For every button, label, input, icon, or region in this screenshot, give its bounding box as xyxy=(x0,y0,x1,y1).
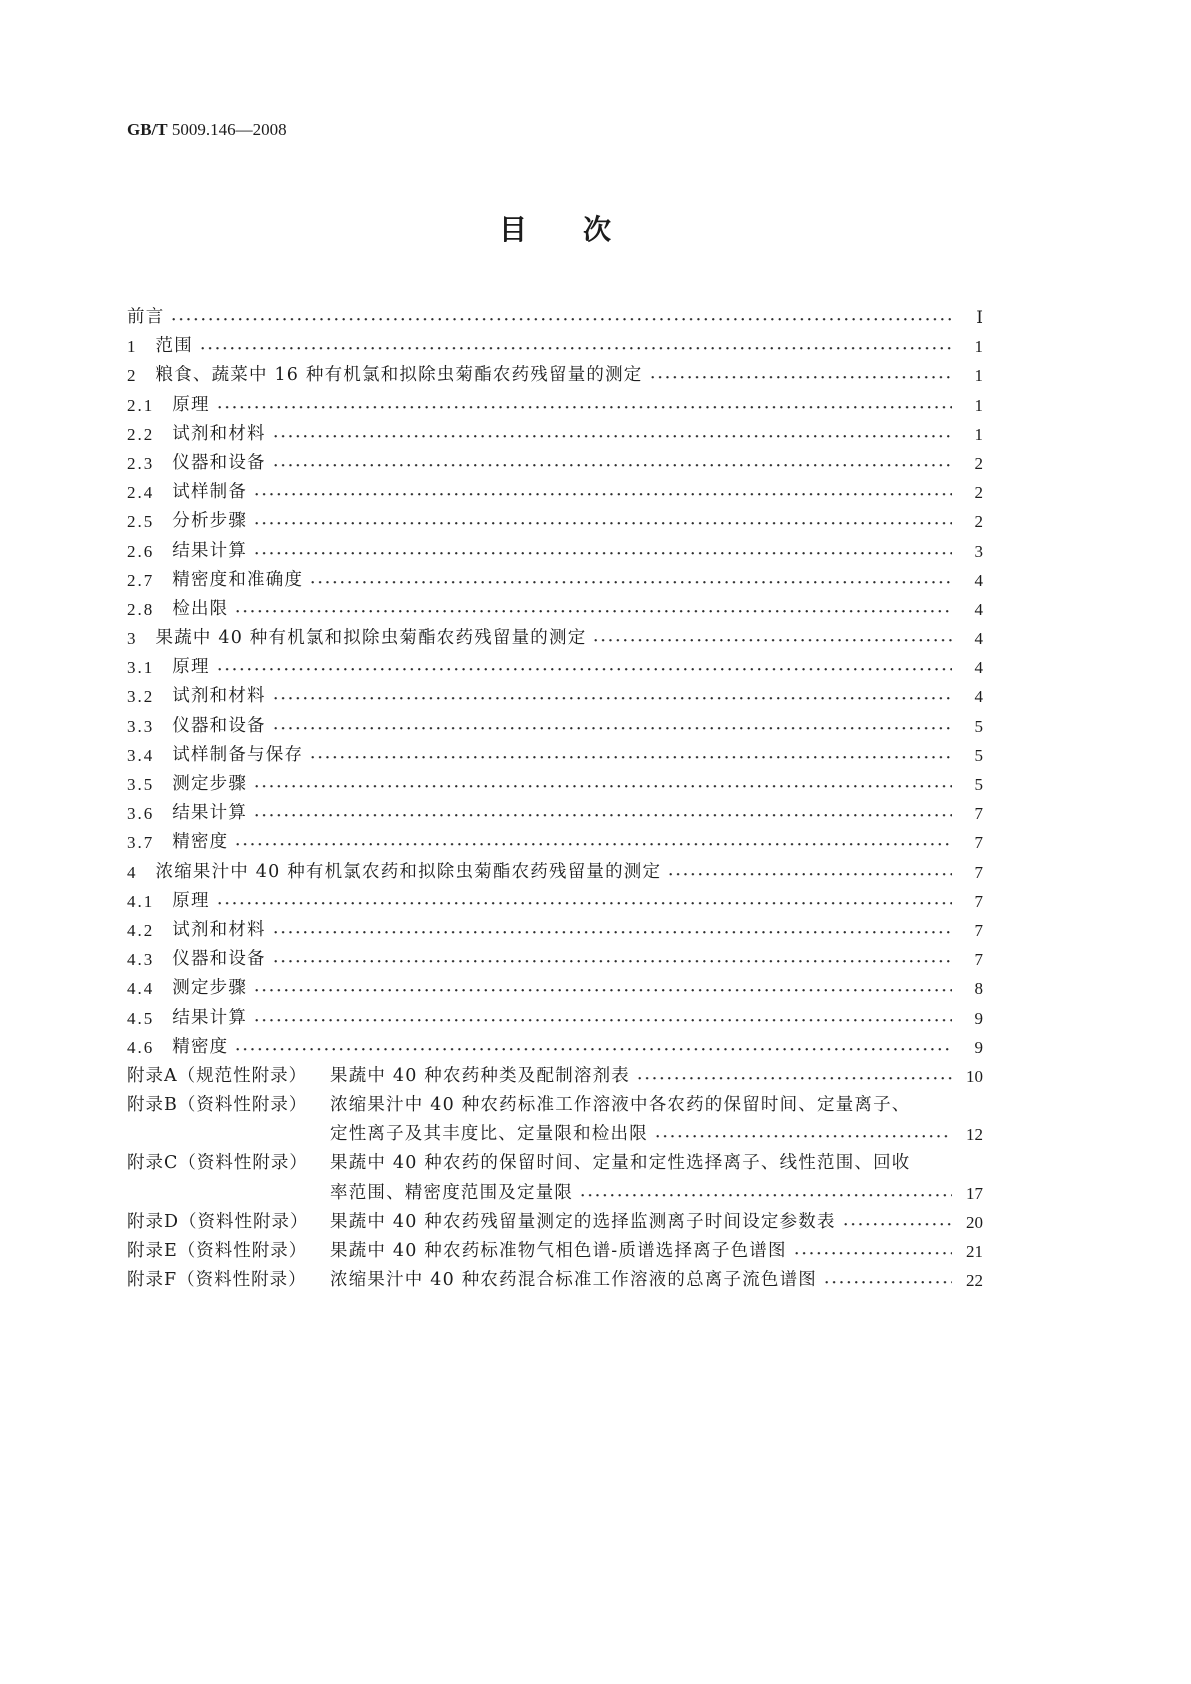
toc-appendix-e xyxy=(127,1237,983,1266)
dot-leader xyxy=(649,361,953,390)
dot-leader xyxy=(253,478,952,507)
toc-entry-number: 2.7 xyxy=(127,570,155,590)
dot-leader xyxy=(309,566,952,595)
toc-entry-3-6 xyxy=(127,799,983,828)
toc-entry-number: 3.5 xyxy=(127,775,155,794)
toc-appendix-c xyxy=(127,1149,983,1178)
toc-entry-page: Ⅰ xyxy=(976,308,983,327)
dot-leader xyxy=(272,916,952,945)
standard-code-number: 5009.146—2008 xyxy=(171,120,287,139)
toc-entry-4-4 xyxy=(127,974,983,1003)
appendix-title: 浓缩果汁中 40 种农药混合标准工作溶液的总离子流色谱图 xyxy=(330,1270,817,1291)
toc-entry-3-1 xyxy=(127,653,983,682)
toc-entry-number: 2.1 xyxy=(127,395,155,415)
toc-entry-title: 精密度和准确度 xyxy=(172,569,304,590)
dot-leader xyxy=(216,653,952,682)
page-title: 目次 xyxy=(498,213,667,246)
toc-entry-3-4 xyxy=(127,741,983,770)
toc-entry-number: 4.2 xyxy=(127,920,155,940)
toc-entry-title: 精密度 xyxy=(172,832,229,853)
dot-leader xyxy=(253,537,952,566)
toc-entry-title: 测定步骤 xyxy=(172,774,248,794)
appendix-title: 果蔬中 40 种农药的保留时间、定量和定性选择离子、线性范围、回收 xyxy=(330,1153,911,1174)
toc-entry-number: 4.4 xyxy=(127,979,155,999)
toc-entry-page: 10 xyxy=(966,1066,983,1086)
toc-entry-page: 5 xyxy=(974,775,983,794)
toc-entry-page: 8 xyxy=(974,979,983,999)
toc-entry-page: 4 xyxy=(974,687,983,707)
toc-entry-number: 4.3 xyxy=(127,950,155,970)
toc-entry-4-3 xyxy=(127,945,983,974)
toc-entry-title: 检出限 xyxy=(172,598,229,619)
toc-entry-page: 7 xyxy=(974,920,983,940)
toc-entry-2-4 xyxy=(127,478,983,507)
toc-entry-title: 原理 xyxy=(172,657,210,678)
toc-entry-page: 1 xyxy=(974,337,983,357)
toc-entry-title: 仪器和设备 xyxy=(172,715,266,736)
toc-entry-number: 2.2 xyxy=(127,424,155,444)
toc-entry-title: 浓缩果汁中 40 种有机氯农药和拟除虫菊酯农药残留量的测定 xyxy=(155,861,662,882)
toc-entry-title: 仪器和设备 xyxy=(172,949,266,970)
toc-entry-title: 原理 xyxy=(172,890,210,911)
toc-entry-page: 22 xyxy=(966,1271,983,1291)
appendix-title: 果蔬中 40 种农药种类及配制溶剂表 xyxy=(330,1065,630,1086)
dot-leader xyxy=(793,1237,952,1266)
toc-entry-page: 2 xyxy=(974,512,983,532)
dot-leader xyxy=(272,945,952,974)
toc-appendix-f xyxy=(127,1266,983,1295)
toc-entry-foreword xyxy=(127,303,983,332)
toc-entry-number: 4.1 xyxy=(127,891,155,911)
toc-entry-page: 12 xyxy=(966,1125,983,1145)
toc-entry-3 xyxy=(127,624,983,653)
dot-leader xyxy=(272,682,952,711)
toc-entry-title: 粮食、蔬菜中 16 种有机氯和拟除虫菊酯农药残留量的测定 xyxy=(155,365,643,386)
toc-entry-2-8 xyxy=(127,595,983,624)
appendix-label: 附录F（资料性附录） xyxy=(127,1270,307,1291)
appendix-label: 附录D（资料性附录） xyxy=(127,1211,309,1232)
toc-entry-number: 1 xyxy=(127,337,138,357)
dot-leader xyxy=(216,887,952,916)
appendix-title: 浓缩果汁中 40 种农药标准工作溶液中各农药的保留时间、定量离子、 xyxy=(330,1095,911,1116)
toc-entry-4-2 xyxy=(127,916,983,945)
toc-entry-page: 9 xyxy=(974,1037,983,1057)
dot-leader xyxy=(592,624,952,653)
toc-entry-title: 前言 xyxy=(127,307,165,327)
toc-entry-page: 7 xyxy=(974,891,983,911)
toc-entry-4-6 xyxy=(127,1033,983,1062)
toc-entry-number: 2 xyxy=(127,366,138,386)
dot-leader xyxy=(823,1266,952,1295)
dot-leader xyxy=(234,595,952,624)
dot-leader xyxy=(253,770,952,799)
toc-appendix-c-continued xyxy=(127,1179,983,1208)
toc-entry-2 xyxy=(127,361,983,390)
toc-entry-1 xyxy=(127,332,983,361)
toc-entry-3-3 xyxy=(127,712,983,741)
table-of-contents xyxy=(127,303,983,1295)
toc-entry-number: 3.4 xyxy=(127,745,155,765)
toc-entry-2-1 xyxy=(127,391,983,420)
dot-leader xyxy=(654,1120,952,1149)
toc-appendix-b-continued xyxy=(127,1120,983,1149)
toc-entry-number: 2.4 xyxy=(127,483,155,503)
toc-entry-title: 试剂和材料 xyxy=(172,423,266,444)
toc-entry-number: 3 xyxy=(127,629,138,649)
appendix-label: 附录A（规范性附录） xyxy=(127,1065,308,1086)
toc-entry-page: 4 xyxy=(974,570,983,590)
toc-entry-number: 3.1 xyxy=(127,658,155,678)
toc-entry-number: 4 xyxy=(127,862,138,882)
toc-entry-2-7 xyxy=(127,566,983,595)
toc-entry-4-5 xyxy=(127,1004,983,1033)
standard-code xyxy=(127,120,287,140)
toc-entry-number: 3.6 xyxy=(127,804,155,824)
toc-entry-title: 试样制备与保存 xyxy=(172,744,304,765)
toc-entry-page: 9 xyxy=(974,1008,983,1028)
dot-leader xyxy=(272,420,952,449)
dot-leader xyxy=(272,449,952,478)
appendix-title: 果蔬中 40 种农药残留量测定的选择监测离子时间设定参数表 xyxy=(330,1211,836,1232)
toc-appendix-b xyxy=(127,1091,983,1120)
toc-entry-number: 2.5 xyxy=(127,512,155,532)
dot-leader xyxy=(216,391,952,420)
dot-leader xyxy=(309,741,952,770)
appendix-label: 附录E（资料性附录） xyxy=(127,1241,308,1261)
toc-entry-number: 2.8 xyxy=(127,599,155,619)
toc-entry-page: 2 xyxy=(974,483,983,503)
toc-entry-4-1 xyxy=(127,887,983,916)
toc-entry-title: 精密度 xyxy=(172,1036,229,1057)
toc-entry-page: 21 xyxy=(966,1242,983,1261)
dot-leader xyxy=(234,1033,952,1062)
toc-entry-number: 3.2 xyxy=(127,687,155,707)
toc-entry-title: 仪器和设备 xyxy=(172,452,266,473)
dot-leader xyxy=(667,858,952,887)
dot-leader xyxy=(842,1208,952,1237)
toc-entry-page: 7 xyxy=(974,862,983,882)
toc-entry-2-5 xyxy=(127,507,983,536)
toc-entry-number: 3.3 xyxy=(127,716,155,736)
toc-entry-number: 3.7 xyxy=(127,833,155,853)
appendix-title-continued: 定性离子及其丰度比、定量限和检出限 xyxy=(330,1124,648,1145)
toc-entry-title: 结果计算 xyxy=(172,540,248,561)
toc-entry-page: 4 xyxy=(974,658,983,678)
toc-entry-title: 结果计算 xyxy=(172,1007,248,1028)
toc-entry-title: 原理 xyxy=(172,394,210,415)
toc-entry-number: 4.5 xyxy=(127,1008,155,1028)
dot-leader xyxy=(253,799,952,828)
dot-leader xyxy=(579,1179,952,1208)
toc-entry-title: 范围 xyxy=(155,336,193,357)
toc-entry-4 xyxy=(127,858,983,887)
toc-entry-page: 7 xyxy=(974,833,983,853)
toc-entry-page: 1 xyxy=(974,395,983,415)
toc-entry-3-7 xyxy=(127,828,983,857)
dot-leader xyxy=(272,712,952,741)
toc-appendix-a xyxy=(127,1062,983,1091)
toc-entry-page: 4 xyxy=(974,599,983,619)
toc-entry-title: 果蔬中 40 种有机氯和拟除虫菊酯农药残留量的测定 xyxy=(155,628,587,649)
toc-entry-page: 3 xyxy=(974,541,983,561)
toc-entry-number: 2.6 xyxy=(127,541,155,561)
dot-leader xyxy=(253,1004,952,1033)
toc-entry-page: 2 xyxy=(974,453,983,473)
dot-leader xyxy=(199,332,952,361)
appendix-title-continued: 率范围、精密度范围及定量限 xyxy=(330,1182,574,1203)
toc-entry-page: 1 xyxy=(974,366,983,386)
toc-entry-page: 5 xyxy=(974,745,983,765)
dot-leader xyxy=(170,303,952,332)
dot-leader xyxy=(253,507,952,536)
toc-appendix-d xyxy=(127,1208,983,1237)
toc-entry-page: 7 xyxy=(974,804,983,824)
appendix-title: 果蔬中 40 种农药标准物气相色谱-质谱选择离子色谱图 xyxy=(330,1241,787,1261)
toc-entry-2-2 xyxy=(127,420,983,449)
dot-leader xyxy=(234,828,952,857)
toc-entry-3-5 xyxy=(127,770,983,799)
toc-entry-number: 2.3 xyxy=(127,453,155,473)
dot-leader xyxy=(636,1062,952,1091)
toc-entry-page: 20 xyxy=(966,1212,983,1232)
toc-entry-page: 5 xyxy=(974,716,983,736)
toc-entry-number: 4.6 xyxy=(127,1037,155,1057)
toc-entry-title: 测定步骤 xyxy=(172,978,248,999)
toc-entry-page: 1 xyxy=(974,424,983,444)
toc-entry-title: 试剂和材料 xyxy=(172,919,266,940)
standard-code-prefix: GB/T xyxy=(127,120,168,139)
toc-entry-title: 分析步骤 xyxy=(172,511,248,532)
appendix-label: 附录B（资料性附录） xyxy=(127,1095,308,1116)
toc-entry-page: 7 xyxy=(974,950,983,970)
toc-entry-2-3 xyxy=(127,449,983,478)
toc-entry-title: 结果计算 xyxy=(172,803,248,824)
toc-entry-title: 试样制备 xyxy=(172,482,248,503)
toc-entry-3-2 xyxy=(127,682,983,711)
appendix-label: 附录C（资料性附录） xyxy=(127,1153,308,1174)
toc-entry-2-6 xyxy=(127,537,983,566)
toc-entry-page: 4 xyxy=(974,629,983,649)
toc-entry-title: 试剂和材料 xyxy=(172,686,266,707)
dot-leader xyxy=(253,974,952,1003)
toc-entry-page: 17 xyxy=(966,1183,983,1203)
